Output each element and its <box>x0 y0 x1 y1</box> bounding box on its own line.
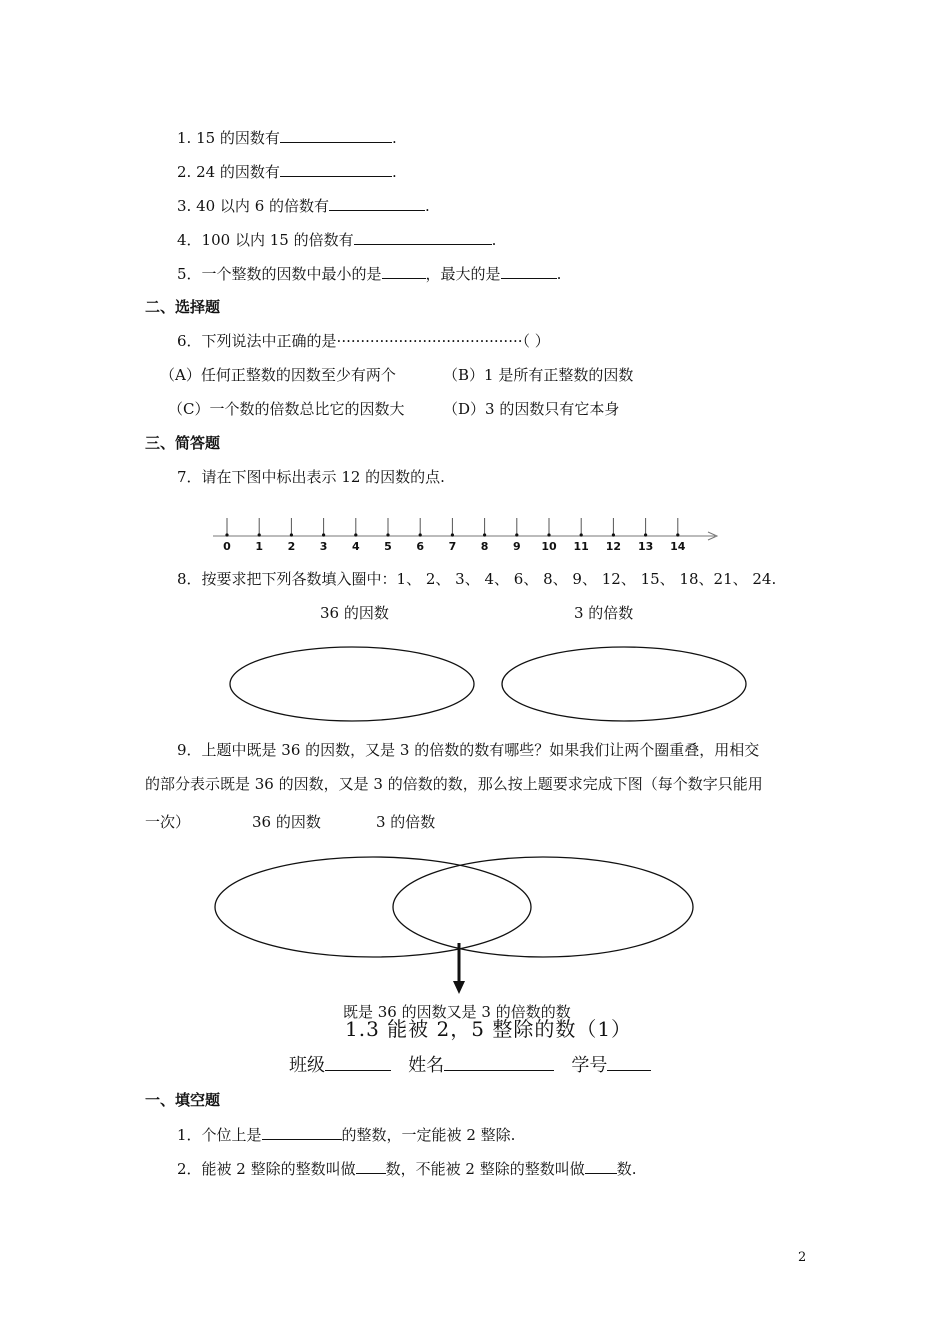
number-line-label: 5 <box>384 540 392 553</box>
answer-blank[interactable] <box>262 1124 342 1140</box>
number-line-point[interactable] <box>515 533 518 536</box>
answer-blank[interactable] <box>585 1158 617 1174</box>
section-heading-fill: 一、填空题 <box>145 1091 221 1109</box>
option-b: （B）1 是所有正整数的因数 <box>443 366 634 384</box>
number-line-point[interactable] <box>290 533 293 536</box>
answer-blank[interactable] <box>501 263 557 279</box>
number-line-point[interactable] <box>386 533 389 536</box>
number-line-label: 4 <box>351 540 360 553</box>
number-line-point[interactable] <box>547 533 550 536</box>
option-c: （C）一个数的倍数总比它的因数大 <box>168 400 405 418</box>
number-line-point[interactable] <box>419 533 422 536</box>
circle-factors-of-36-overlap[interactable] <box>215 857 531 957</box>
circle-multiples-of-3-overlap[interactable] <box>393 857 693 957</box>
name-field[interactable] <box>444 1052 554 1071</box>
page-number: 2 <box>798 1250 807 1265</box>
overlap-label-left: 36 的因数 <box>252 813 321 831</box>
question-9-line-3: 一次） <box>145 813 191 831</box>
answer-blank[interactable] <box>280 161 392 177</box>
fill-item-p1: 1．个位上是 的整数，一定能被 2 整除. <box>177 1126 516 1144</box>
answer-blank[interactable] <box>280 127 392 143</box>
circle-factors-of-36[interactable] <box>230 647 474 721</box>
circle-multiples-of-3[interactable] <box>502 647 746 721</box>
number-line-point[interactable] <box>354 533 357 536</box>
question-9-line-2: 的部分表示既是 36 的因数，又是 3 的倍数的数，那么按上题要求完成下图（每个数字只能用 <box>145 775 763 793</box>
circle-label-right: 3 的倍数 <box>574 604 634 622</box>
fill-item-5: 5．一个整数的因数中最小的是 ，最大的是 . <box>177 265 562 283</box>
number-line <box>205 512 730 556</box>
section-heading-choice: 二、选择题 <box>145 298 221 316</box>
number-line-label: 11 <box>573 540 589 553</box>
student-info: 班级 姓名 学号 <box>289 1052 651 1078</box>
number-line-point[interactable] <box>451 533 454 536</box>
number-line-label: 7 <box>448 540 457 553</box>
question-9-line-1: 9．上题中既是 36 的因数，又是 3 的倍数的数有哪些？如果我们让两个圈重叠，用相交 <box>177 741 760 759</box>
number-line-label: 10 <box>541 540 557 553</box>
number-line-label: 6 <box>416 540 425 553</box>
question-8: 8．按要求把下列各数填入圈中：1、 2、 3、 4、 6、 8、 9、 12、 15、 18、21、 24. <box>177 570 777 588</box>
number-line-point[interactable] <box>612 533 615 536</box>
fill-item-4: 4．100 以内 15 的倍数有 . <box>177 231 497 249</box>
number-line-label: 2 <box>287 540 296 553</box>
answer-blank[interactable] <box>354 229 492 245</box>
overlap-caption: 既是 36 的因数又是 3 的倍数的数 <box>343 1003 571 1021</box>
option-a: （A）任何正整数的因数至少有两个 <box>160 366 396 384</box>
question-7: 7．请在下图中标出表示 12 的因数的点. <box>177 468 445 486</box>
number-line-label: 12 <box>605 540 622 553</box>
number-line-point[interactable] <box>322 533 325 536</box>
fill-item-3: 3. 40 以内 6 的倍数有 . <box>177 197 430 215</box>
student-number-field[interactable] <box>607 1052 651 1071</box>
section-title: 1.3 能被 2，5 整除的数（1） <box>345 1017 633 1041</box>
number-line-label: 8 <box>480 540 489 553</box>
number-line-label: 1 <box>255 540 264 553</box>
circle-label-left: 36 的因数 <box>320 604 389 622</box>
number-line-label: 0 <box>223 540 231 553</box>
pointer-arrow-icon <box>453 981 465 994</box>
section-heading-short-answer: 三、简答题 <box>145 434 221 452</box>
answer-blank[interactable] <box>329 195 425 211</box>
fill-item-1: 1. 15 的因数有 . <box>177 129 397 147</box>
number-line-label: 9 <box>512 540 521 553</box>
question-6: 6．下列说法中正确的是·······································（ ） <box>177 332 550 350</box>
number-line-point[interactable] <box>483 533 486 536</box>
number-line-point[interactable] <box>580 533 583 536</box>
fill-item-2: 2. 24 的因数有 . <box>177 163 397 181</box>
number-line-label: 3 <box>319 540 328 553</box>
class-field[interactable] <box>325 1052 391 1071</box>
option-d: （D）3 的因数只有它本身 <box>443 400 620 418</box>
separate-circles <box>220 640 760 730</box>
number-line-label: 13 <box>637 540 654 553</box>
number-line-point[interactable] <box>644 533 647 536</box>
number-line-point[interactable] <box>225 533 228 536</box>
answer-blank[interactable] <box>382 263 426 279</box>
overlap-label-right: 3 的倍数 <box>376 813 436 831</box>
number-line-point[interactable] <box>676 533 679 536</box>
number-line-point[interactable] <box>258 533 261 536</box>
number-line-label: 14 <box>670 540 686 553</box>
overlapping-circles <box>205 850 705 1000</box>
fill-item-p2: 2．能被 2 整除的整数叫做 数，不能被 2 整除的整数叫做 数. <box>177 1160 637 1178</box>
answer-blank[interactable] <box>356 1158 386 1174</box>
